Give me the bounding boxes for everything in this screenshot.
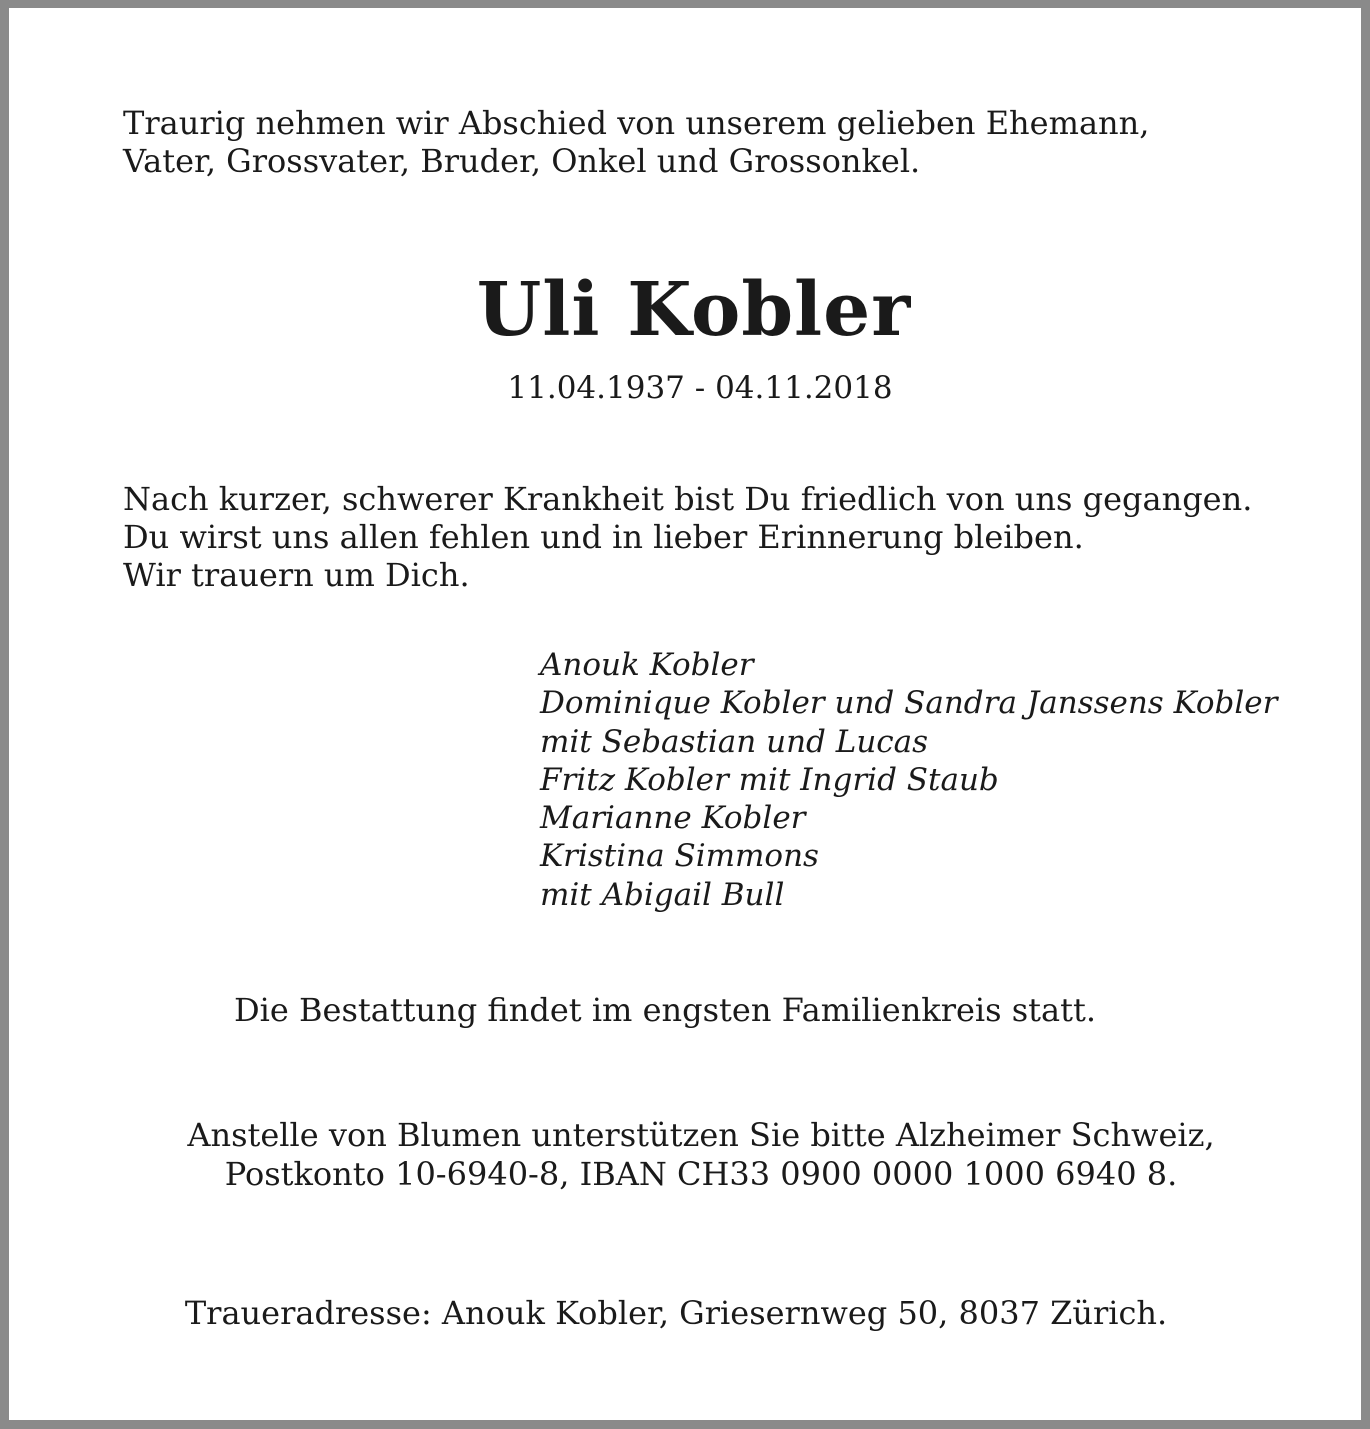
donation-line-1: Anstelle von Blumen unterstützen Sie bitte Alzheimer Schweiz, — [187, 1116, 1215, 1154]
message-line-1: Nach kurzer, schwerer Krankheit bist Du friedlich von uns gegangen. — [123, 480, 1253, 518]
mourner-line: mit Abigail Bull — [540, 876, 785, 913]
mourner-line: Marianne Kobler — [540, 800, 806, 837]
farewell-message — [123, 480, 1252, 594]
intro-line-1: Traurig nehmen wir Abschied von unserem gelieben Ehemann, — [123, 104, 1150, 142]
intro-line-2: Vater, Grossvater, Bruder, Onkel und Grossonkel. — [123, 142, 921, 180]
life-dates: 11.04.1937 - 04.11.2018 — [507, 370, 893, 406]
mourning-address: Traueradresse: Anouk Kobler, Griesernweg 50, 8037 Zürich. — [184, 1294, 1168, 1332]
message-line-3: Wir trauern um Dich. — [123, 556, 470, 594]
deceased-name: Uli Kobler — [476, 267, 912, 353]
mourner-line: Kristina Simmons — [540, 838, 819, 875]
mourner-line: Anouk Kobler — [540, 647, 754, 683]
message-line-2: Du wirst uns allen fehlen und in lieber Erinnerung bleiben. — [123, 518, 1084, 556]
mourner-line: mit Sebastian und Lucas — [540, 723, 929, 760]
funeral-note: Die Bestattung findet im engsten Familienkreis statt. — [234, 991, 1096, 1029]
mourner-line: Dominique Kobler und Sandra Janssens Kobler — [540, 685, 1278, 722]
donation-line-2: Postkonto 10-6940-8, IBAN CH33 0900 0000 1000 6940 8. — [224, 1155, 1178, 1193]
donation-request — [9, 1116, 1370, 1194]
mourners-list — [540, 646, 1277, 914]
intro-text — [123, 104, 1149, 180]
mourner-line: Fritz Kobler mit Ingrid Staub — [540, 761, 999, 798]
